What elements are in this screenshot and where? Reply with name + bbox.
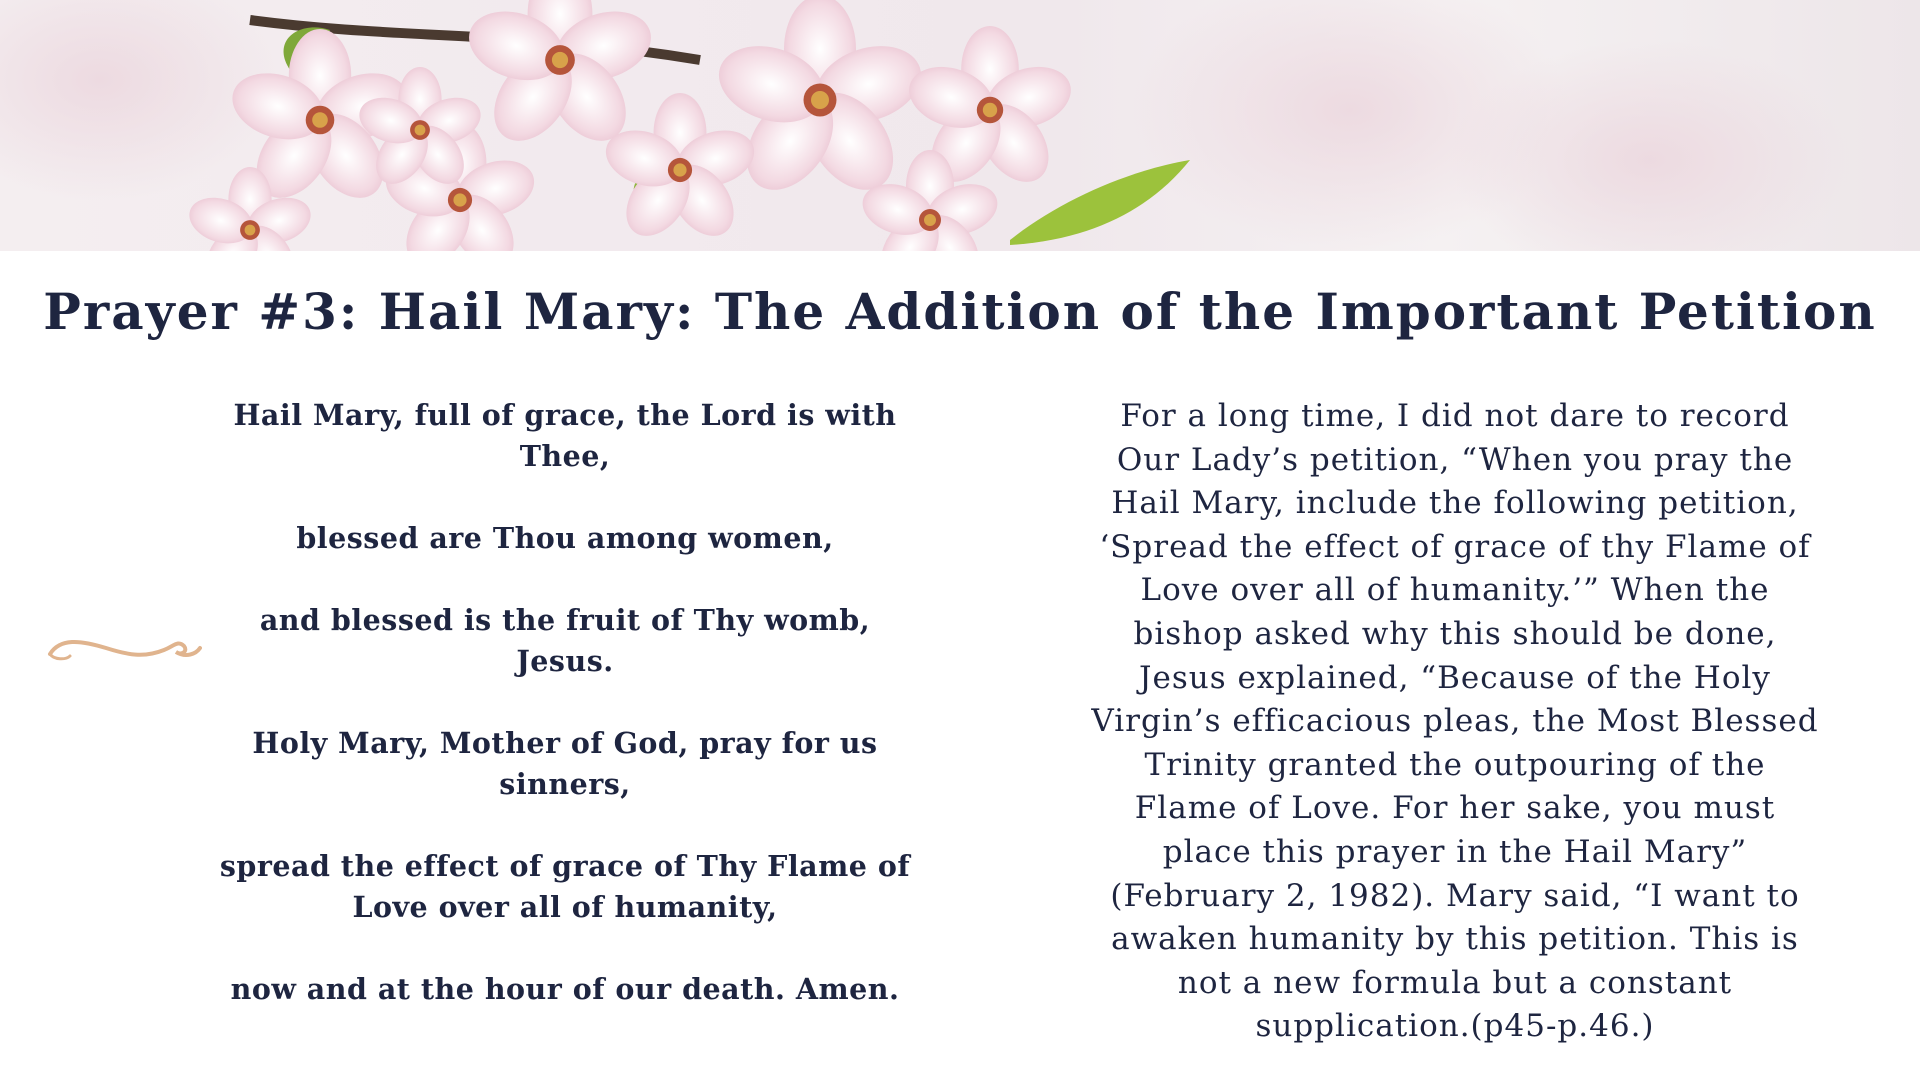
prayer-line: now and at the hour of our death. Amen. [230, 972, 900, 1006]
flourish-ornament-icon [46, 628, 202, 670]
prayer-line: Holy Mary, Mother of God, pray for us sinners, [252, 726, 878, 801]
prayer-line: spread the effect of grace of Thy Flame of Love over all of humanity, [219, 849, 911, 924]
prayer-text [215, 395, 915, 1051]
commentary-paragraph: For a long time, I did not dare to record Our Lady’s petition, “When you pray the Hail Mary, include the following petition, ‘Spread the effect of grace of thy Flame of Love over all of humanity.’” When the bishop asked why this should be done, Jesus explained, “Because of the Holy Virgin’s efficacious pleas, the Most Blessed Trinity granted the outpouring of the Flame of Love. For her sake, you must place this prayer in the Hail Mary” (February 2, 1982). Mary said, “I want to awaken humanity by this petition. This is not a new formula but a constant supplication.(p45-p.46.) [1091, 398, 1819, 1045]
blossom-image [0, 0, 1920, 251]
cherry-blossom-banner [0, 0, 1920, 251]
prayer-line: blessed are Thou among women, [296, 521, 834, 555]
prayer-line: Hail Mary, full of grace, the Lord is with Thee, [233, 398, 897, 473]
prayer-line: and blessed is the fruit of Thy womb, Jesus. [259, 603, 871, 678]
commentary-text [1090, 395, 1820, 1049]
slide-title: Prayer #3: Hail Mary: The Addition of the Important Petition [43, 282, 1877, 341]
